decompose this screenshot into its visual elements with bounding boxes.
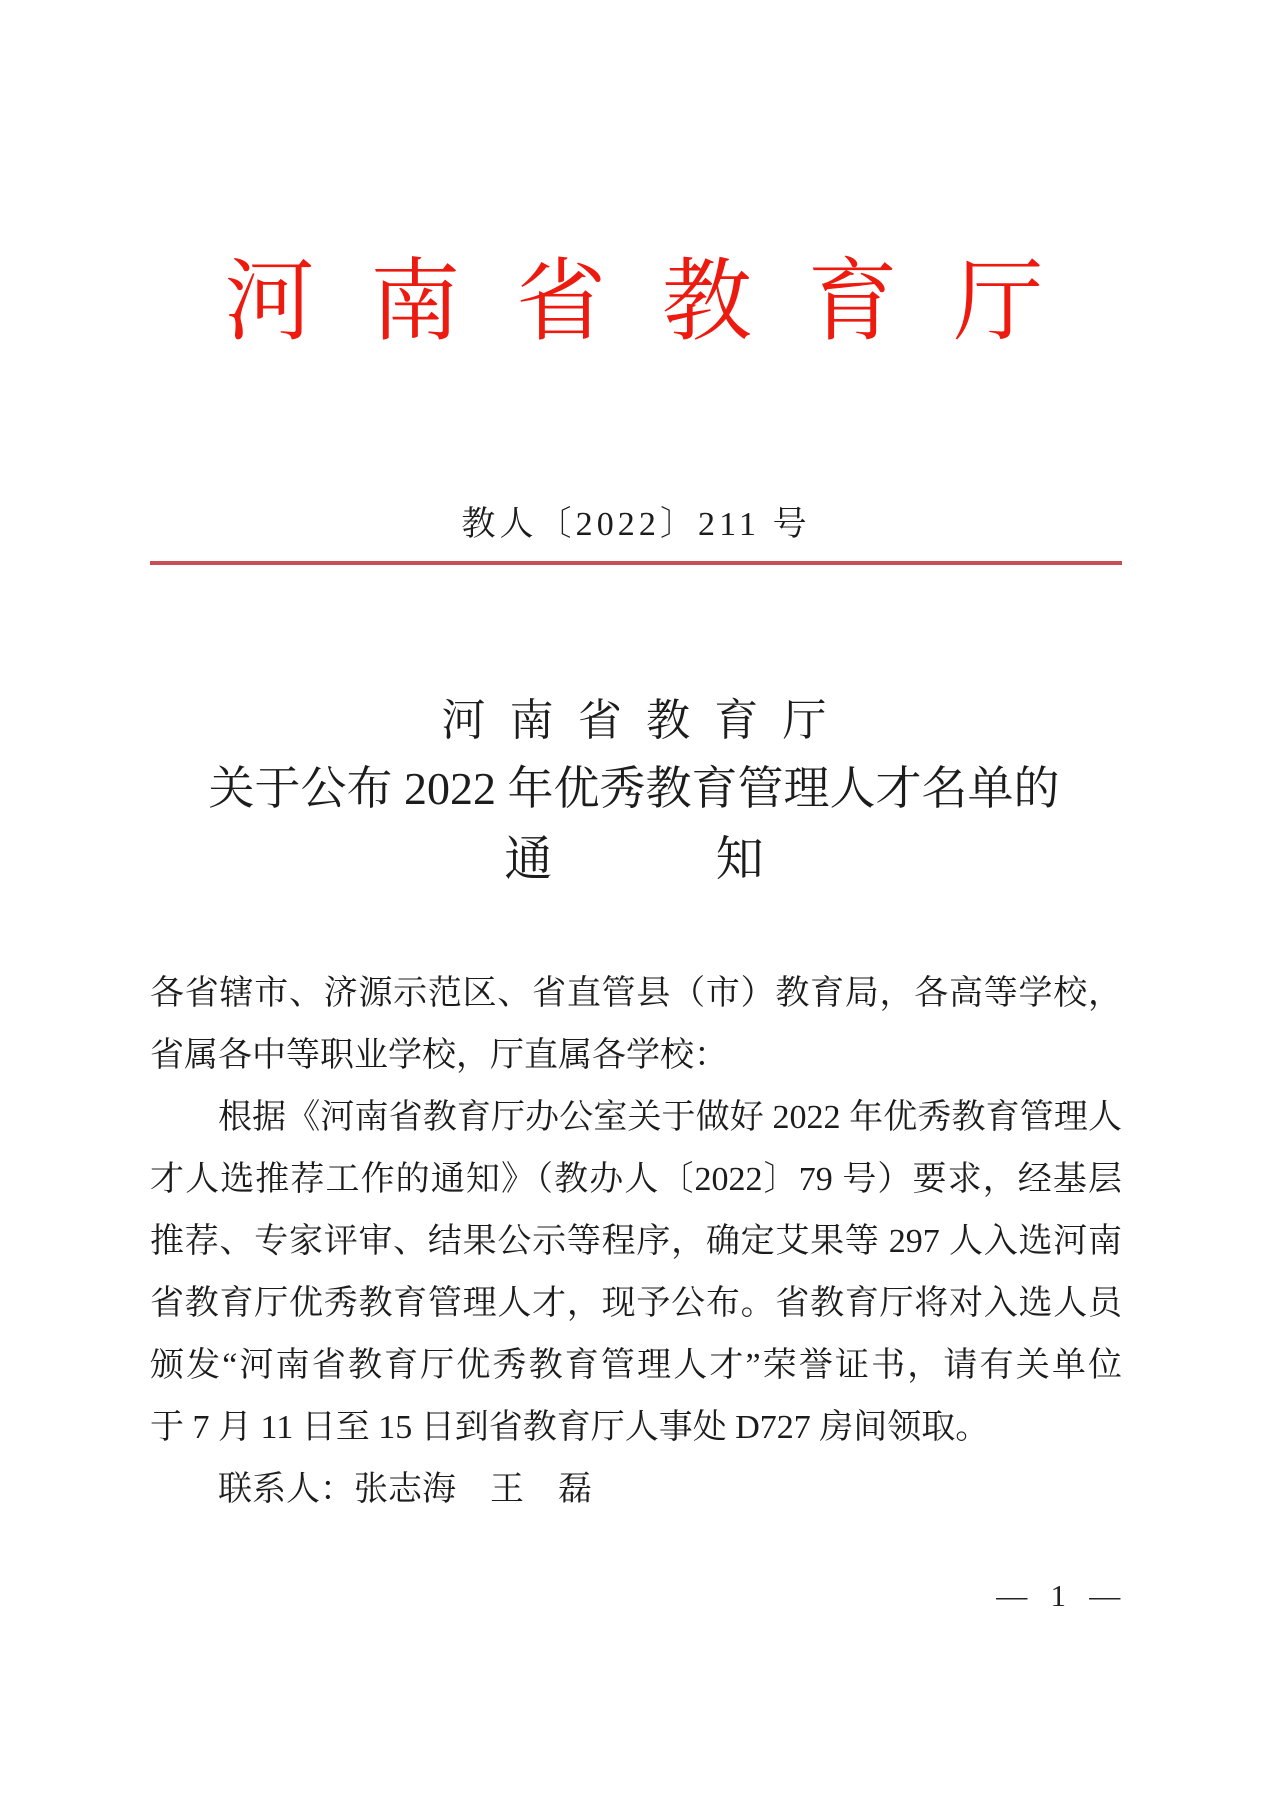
body-line: 省属各中等职业学校，厅直属各学校： [150, 1037, 728, 1074]
body-line: 联系人：张志海 王 磊 [218, 1471, 592, 1508]
document-number: 教人〔2022〕211 号 [461, 506, 811, 543]
notice-title-type: 通知 [504, 833, 927, 886]
separator-line [150, 561, 1122, 565]
notice-title-org: 河南省教育厅 [441, 696, 851, 745]
body-line: 才人选推荐工作的通知》（教办人〔2022〕79 号）要求，经基层 [150, 1161, 1122, 1198]
document-body [150, 963, 1122, 1521]
page-number: — 1 — [996, 1578, 1128, 1613]
body-line: 于 7 月 11 日至 15 日到省教育厅人事处 D727 房间领取。 [150, 1409, 990, 1446]
body-line: 根据《河南省教育厅办公室关于做好 2022 年优秀教育管理人 [218, 1099, 1122, 1136]
body-line: 各省辖市、济源示范区、省直管县（市）教育局，各高等学校， [150, 975, 1122, 1012]
body-line: 省教育厅优秀教育管理人才，现予公布。省教育厅将对入选人员 [150, 1285, 1122, 1322]
notice-title-subject: 关于公布 2022 年优秀教育管理人才名单的 [208, 763, 1060, 814]
body-line: 颁发“河南省教育厅优秀教育管理人才”荣誉证书，请有关单位 [150, 1347, 1122, 1384]
letterhead-title: 河南省教育厅 [224, 253, 1100, 352]
body-line: 推荐、专家评审、结果公示等程序，确定艾果等 297 人入选河南 [150, 1223, 1122, 1260]
